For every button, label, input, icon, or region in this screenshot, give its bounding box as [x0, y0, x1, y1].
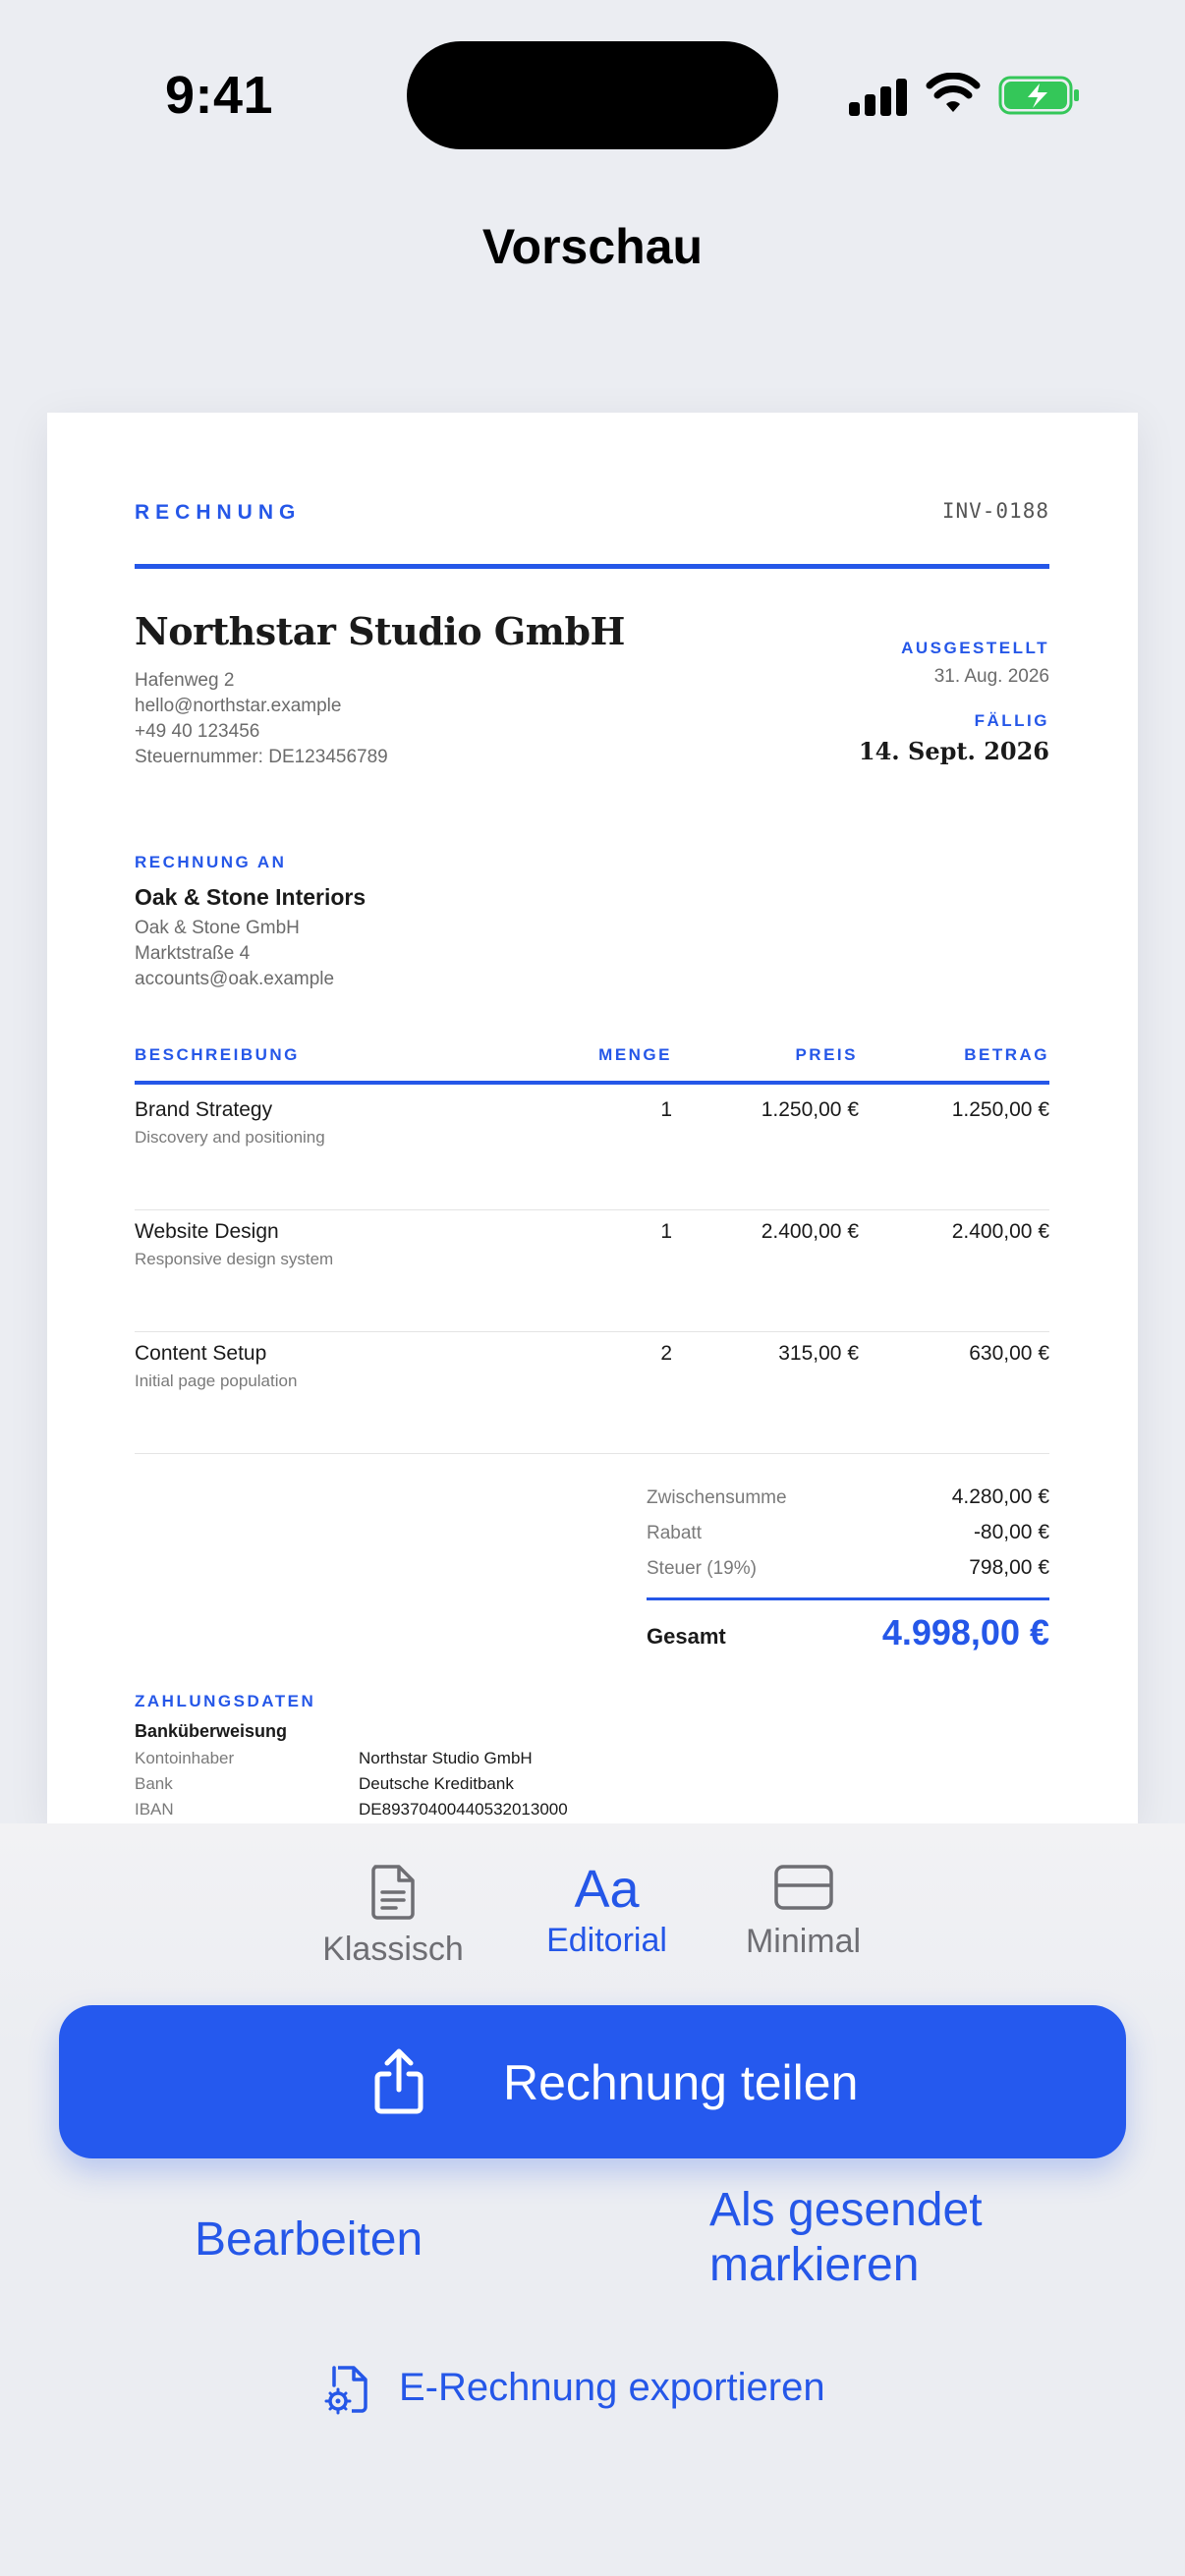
account-holder-label: Kontoinhaber: [135, 1749, 235, 1767]
items-table: [135, 1089, 1049, 1454]
page-title: Vorschau: [481, 219, 704, 274]
issued-date: 31. Aug. 2026: [933, 666, 1049, 687]
bank-row: [135, 1774, 822, 1800]
template-editorial-label: Editorial: [546, 1922, 667, 1959]
item-subtitle: Discovery and positioning: [135, 1128, 325, 1147]
seller-email: hello@northstar.example: [135, 696, 342, 716]
wifi-icon: [926, 73, 981, 116]
invoice-number: INV-0188: [941, 499, 1049, 523]
subtotal-value: 4.280,00 €: [951, 1485, 1049, 1508]
seller-details: [135, 668, 388, 770]
issued-label: AUSGESTELLT: [901, 639, 1049, 657]
document-icon: [369, 1863, 417, 1920]
item-subtitle: Initial page population: [135, 1372, 298, 1390]
template-minimal-label: Minimal: [745, 1923, 862, 1960]
client-company: Oak & Stone GmbH: [135, 918, 300, 938]
client-details: [135, 916, 334, 992]
item-price: 315,00 €: [778, 1342, 859, 1365]
invoice-label: RECHNUNG: [135, 501, 302, 524]
template-editorial[interactable]: [521, 1860, 693, 1960]
template-picker: [0, 1823, 1185, 2000]
battery-charging-icon: [998, 75, 1081, 116]
discount-label: Rabatt: [647, 1523, 702, 1543]
total-label: Gesamt: [647, 1624, 726, 1649]
item-amount: 2.400,00 €: [951, 1220, 1049, 1243]
iban-label: IBAN: [135, 1800, 174, 1819]
seller-tax-number: Steuernummer: DE123456789: [135, 747, 388, 767]
table-row: [135, 1210, 1049, 1332]
bank-value: Deutsche Kreditbank: [359, 1774, 514, 1793]
bill-to-label: RECHNUNG AN: [135, 853, 287, 871]
tax-label: Steuer (19%): [647, 1558, 757, 1579]
share-invoice-label: Rechnung teilen: [503, 2055, 859, 2110]
item-price: 1.250,00 €: [761, 1098, 859, 1121]
table-row: [135, 1332, 1049, 1454]
template-klassisch-label: Klassisch: [322, 1931, 464, 1968]
header-divider: [135, 564, 1049, 569]
item-price: 2.400,00 €: [761, 1220, 859, 1243]
column-amount: BETRAG: [964, 1045, 1049, 1064]
item-amount: 630,00 €: [969, 1342, 1049, 1365]
item-amount: 1.250,00 €: [951, 1098, 1049, 1121]
column-description: BESCHREIBUNG: [135, 1045, 300, 1064]
template-minimal[interactable]: [717, 1863, 889, 1961]
discount-value: -80,00 €: [973, 1521, 1049, 1543]
typography-icon: Aa: [574, 1860, 640, 1919]
table-row: [135, 1089, 1049, 1210]
document-gear-icon: [324, 2364, 371, 2415]
subtotal-label: Zwischensumme: [647, 1487, 787, 1508]
edit-button[interactable]: Bearbeiten: [195, 2213, 423, 2266]
total-value: 4.998,00 €: [881, 1612, 1049, 1652]
seller-phone: +49 40 123456: [135, 721, 260, 742]
payment-details: [135, 1749, 822, 1823]
item-quantity: 1: [660, 1220, 672, 1243]
due-date: 14. Sept. 2026: [858, 737, 1049, 765]
tax-row: [647, 1554, 1049, 1590]
account-holder-value: Northstar Studio GmbH: [359, 1749, 533, 1767]
invoice-preview[interactable]: [47, 413, 1138, 1823]
iban-row: [135, 1800, 822, 1823]
bank-label: Bank: [135, 1774, 173, 1793]
card-icon: [773, 1863, 834, 1912]
client-street: Marktstraße 4: [135, 943, 251, 964]
template-klassisch[interactable]: [305, 1863, 481, 1969]
totals-block: [647, 1484, 1049, 1669]
seller-name: Northstar Studio GmbH: [135, 609, 625, 653]
subtotal-row: [647, 1484, 1049, 1519]
action-sheet: [0, 1823, 1185, 2576]
share-icon: [364, 2046, 434, 2117]
tax-value: 798,00 €: [969, 1556, 1049, 1579]
item-subtitle: Responsive design system: [135, 1250, 334, 1268]
item-quantity: 2: [660, 1342, 672, 1365]
item-title: Brand Strategy: [135, 1098, 273, 1121]
seller-address: Hafenweg 2: [135, 670, 235, 691]
client-name: Oak & Stone Interiors: [135, 884, 367, 910]
share-invoice-button[interactable]: [59, 2005, 1126, 2158]
item-title: Website Design: [135, 1220, 279, 1243]
items-table-header: [135, 1045, 1049, 1085]
export-e-invoice-label: E-Rechnung exportieren: [399, 2366, 825, 2409]
mark-as-sent-button[interactable]: Als gesendet markieren: [709, 2184, 983, 2291]
dynamic-island: [407, 41, 778, 149]
client-email: accounts@oak.example: [135, 969, 335, 989]
item-title: Content Setup: [135, 1342, 267, 1365]
status-bar: [0, 0, 1185, 187]
iban-value: DE89370400440532013000: [359, 1800, 568, 1819]
account-holder-row: [135, 1749, 822, 1774]
due-label: FÄLLIG: [974, 711, 1049, 730]
column-price: PREIS: [795, 1045, 858, 1064]
column-quantity: MENGE: [598, 1045, 672, 1064]
status-time: 9:41: [165, 66, 274, 125]
payment-method: Banküberweisung: [135, 1721, 288, 1741]
item-quantity: 1: [660, 1098, 672, 1121]
payment-details-label: ZAHLUNGSDATEN: [135, 1692, 316, 1710]
cellular-signal-icon: [849, 77, 908, 116]
total-row: [647, 1600, 1049, 1669]
discount-row: [647, 1519, 1049, 1554]
date-block: [859, 639, 1049, 765]
